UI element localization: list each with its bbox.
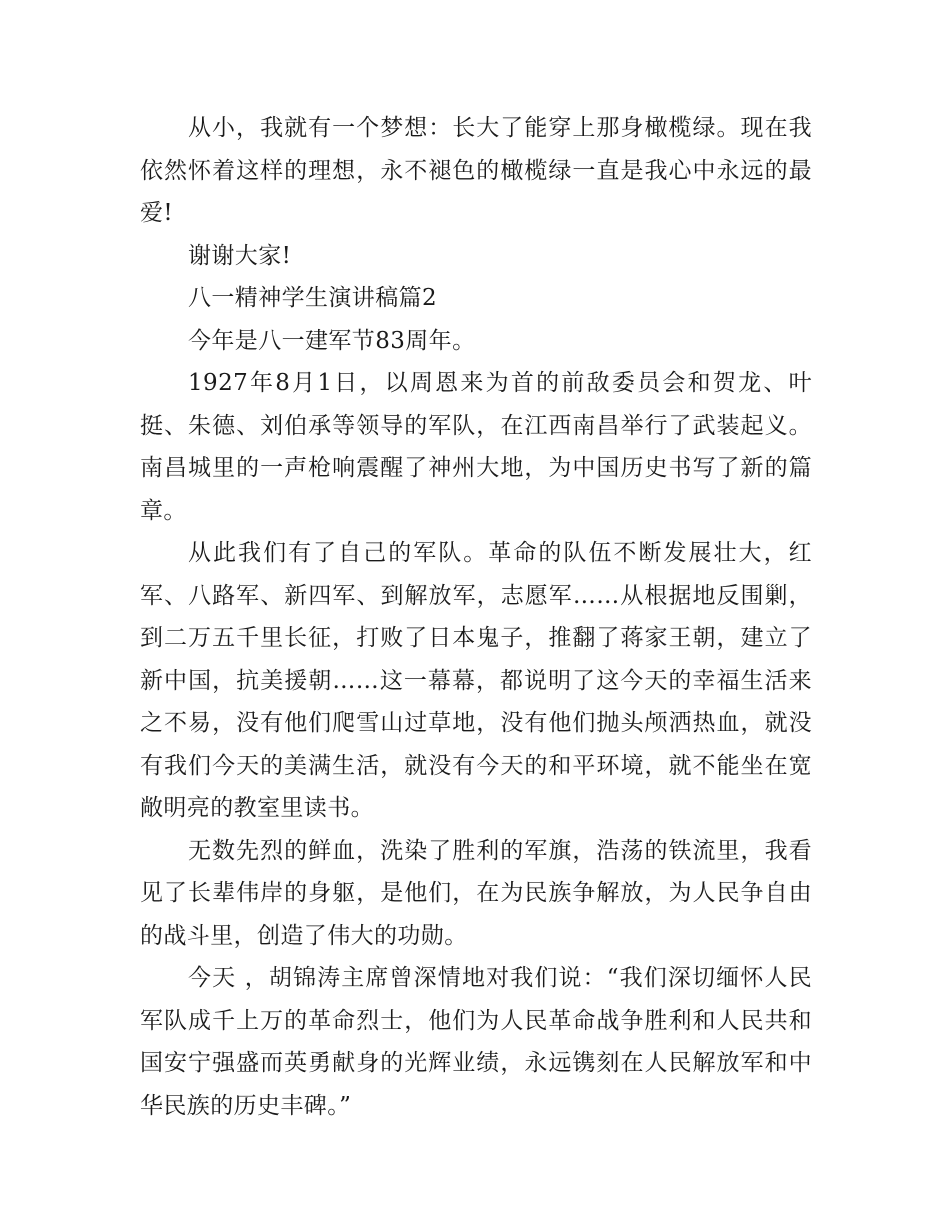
paragraph-army-history: 从此我们有了自己的军队。革命的队伍不断发展壮大，红军、八路军、新四军、到解放军，志愿军……从根据地反围剿，到二万五千里长征，打败了日本鬼子，推翻了蒋家王朝，建立了新中国，抗美援朝……这一幕幕，都说明了这今天的幸福生活来之不易，没有他们爬雪山过草地，没有他们抛头颅洒热血，就没有我们今天的美满生活，就没有今天的和平环境，就不能坐在宽敞明亮的教室里读书。 xyxy=(140,540,812,821)
paragraph-nanchang-uprising: 1927年8月1日，以周恩来为首的前敌委员会和贺龙、叶挺、朱德、刘伯承等领导的军队，在江西南昌举行了武装起义。南昌城里的一声枪响震醒了神州大地，为中国历史书写了新的篇章。 xyxy=(140,370,812,524)
paragraph-dream: 从小，我就有一个梦想：长大了能穿上那身橄榄绿。现在我依然怀着这样的理想，永不褪色的橄榄绿一直是我心中永远的最爱! xyxy=(140,115,812,226)
document-body xyxy=(140,107,812,1127)
paragraph-thanks: 谢谢大家! xyxy=(188,242,292,269)
paragraph-anniversary: 今年是八一建军节83周年。 xyxy=(188,327,476,354)
paragraph-quote: 今天 ，胡锦涛主席曾深情地对我们说：“我们深切缅怀人民军队成千上万的革命烈士，他们为人民革命战争胜利和人民共和国安宁强盛而英勇献身的光辉业绩，永远镌刻在人民解放军和中华民族的历史丰碑。” xyxy=(140,965,812,1119)
section-heading: 八一精神学生演讲稿篇2 xyxy=(188,285,438,311)
paragraph-martyrs: 无数先烈的鲜血，洗染了胜利的军旗，浩荡的铁流里，我看见了长辈伟岸的身躯，是他们，在为民族争解放，为人民争自由的战斗里，创造了伟大的功勋。 xyxy=(140,837,812,949)
